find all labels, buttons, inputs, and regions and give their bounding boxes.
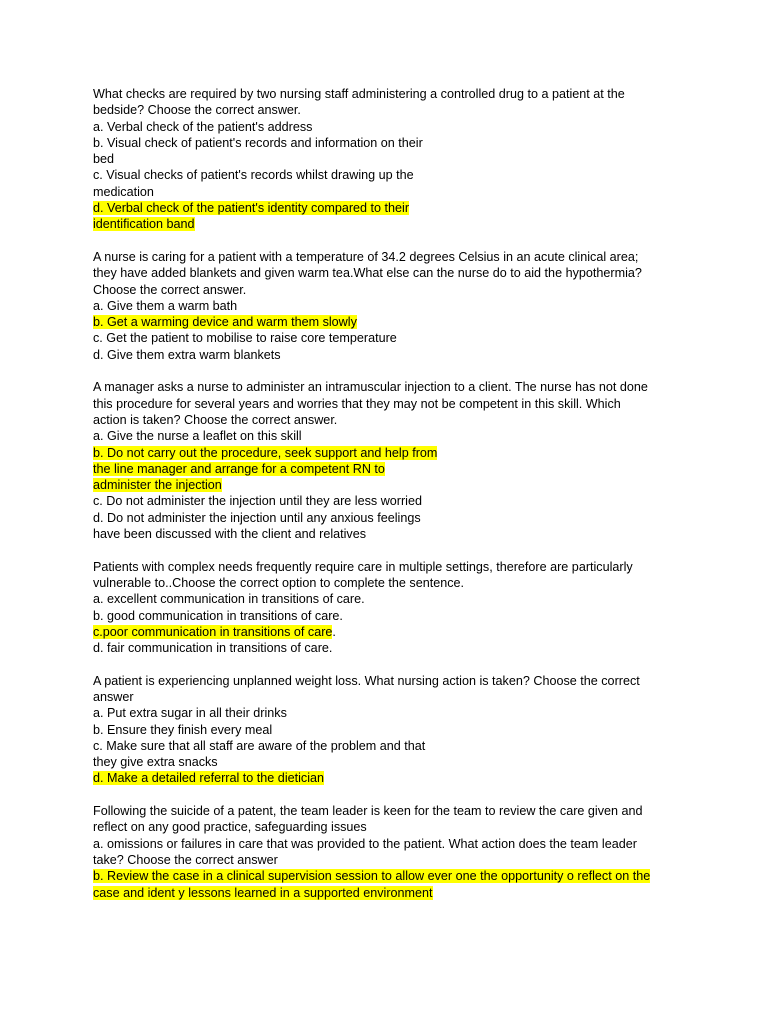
line-text: a. Verbal check of the patient's address bbox=[93, 119, 313, 134]
text-line bbox=[93, 803, 693, 819]
document-body bbox=[93, 86, 693, 917]
line-text: What checks are required by two nursing staff administering a controlled drug to a patient at the bbox=[93, 87, 625, 101]
question-block bbox=[93, 559, 693, 657]
line-text: a. omissions or failures in care that was provided to the patient. What action does the team leader bbox=[93, 836, 637, 851]
line-text: A patient is experiencing unplanned weight loss. What nursing action is taken? Choose the correct bbox=[93, 673, 640, 688]
line-text: Choose the correct answer. bbox=[93, 282, 247, 297]
highlighted-text: b. Review the case in a clinical supervision session to allow ever one the opportunity o reflect on the bbox=[93, 869, 651, 884]
text-line bbox=[93, 151, 693, 167]
text-line bbox=[93, 852, 693, 868]
question-block bbox=[93, 379, 693, 542]
text-line bbox=[93, 396, 693, 412]
line-text: c. Get the patient to mobilise to raise core temperature bbox=[93, 331, 397, 346]
text-line bbox=[93, 379, 693, 395]
answer-line-highlighted bbox=[93, 770, 693, 786]
line-text: c. Do not administer the injection until they are less worried bbox=[93, 494, 422, 509]
line-suffix: . bbox=[332, 624, 336, 639]
text-line bbox=[93, 493, 693, 509]
line-text: a. Put extra sugar in all their drinks bbox=[93, 706, 287, 721]
text-line bbox=[93, 330, 693, 346]
answer-line-highlighted bbox=[93, 868, 693, 884]
line-text: take? Choose the correct answer bbox=[93, 852, 278, 867]
answer-line-highlighted bbox=[93, 314, 693, 330]
text-line bbox=[93, 265, 693, 281]
answer-line-highlighted bbox=[93, 461, 693, 477]
text-line bbox=[93, 102, 693, 118]
line-text: bed bbox=[93, 152, 115, 167]
line-text: Following the suicide of a patent, the team leader is keen for the team to review the care given and bbox=[93, 804, 643, 819]
text-line bbox=[93, 428, 693, 444]
highlighted-text: administer the injection bbox=[93, 478, 222, 493]
line-text: they have added blankets and given warm tea.What else can the nurse do to aid the hypothermia? bbox=[93, 266, 642, 281]
text-line bbox=[93, 705, 693, 721]
text-line bbox=[93, 836, 693, 852]
text-line bbox=[93, 526, 693, 542]
answer-line-highlighted bbox=[93, 624, 693, 640]
line-text: c. Visual checks of patient's records whilst drawing up the bbox=[93, 168, 414, 183]
highlighted-text: d. Verbal check of the patient's identity compared to their bbox=[93, 201, 410, 216]
answer-line-highlighted bbox=[93, 216, 693, 232]
text-line bbox=[93, 673, 693, 689]
text-line bbox=[93, 722, 693, 738]
line-text: d. fair communication in transitions of care. bbox=[93, 641, 333, 656]
text-line bbox=[93, 819, 693, 835]
highlighted-text: the line manager and arrange for a competent RN to bbox=[93, 461, 385, 476]
line-text: a. Give the nurse a leaflet on this skill bbox=[93, 429, 302, 444]
text-line bbox=[93, 135, 693, 151]
text-line bbox=[93, 412, 693, 428]
text-line bbox=[93, 119, 693, 135]
text-line bbox=[93, 575, 693, 591]
text-line bbox=[93, 754, 693, 770]
highlighted-text: identification band bbox=[93, 217, 195, 232]
question-block bbox=[93, 86, 693, 233]
text-line bbox=[93, 298, 693, 314]
line-text: answer bbox=[93, 689, 134, 704]
answer-line-highlighted bbox=[93, 885, 693, 901]
text-line bbox=[93, 689, 693, 705]
answer-line-highlighted bbox=[93, 445, 693, 461]
highlighted-text: case and ident y lessons learned in a supported environment bbox=[93, 885, 433, 900]
line-text: have been discussed with the client and relatives bbox=[93, 527, 367, 542]
text-line bbox=[93, 184, 693, 200]
line-text: Patients with complex needs frequently require care in multiple settings, therefore are particularly bbox=[93, 559, 633, 574]
highlighted-text: b. Get a warming device and warm them slowly bbox=[93, 315, 357, 330]
line-text: c. Make sure that all staff are aware of the problem and that bbox=[93, 738, 426, 753]
text-line bbox=[93, 167, 693, 183]
line-text: action is taken? Choose the correct answer. bbox=[93, 412, 338, 427]
line-text: this procedure for several years and worries that they may not be competent in this skill. Which bbox=[93, 396, 621, 411]
line-text: b. good communication in transitions of care. bbox=[93, 608, 343, 623]
line-text: reflect on any good practice, safeguarding issues bbox=[93, 820, 367, 835]
line-text: medication bbox=[93, 184, 154, 199]
line-text: they give extra snacks bbox=[93, 755, 218, 770]
line-text: A nurse is caring for a patient with a temperature of 34.2 degrees Celsius in an acute clinical area; bbox=[93, 249, 639, 264]
highlighted-text: b. Do not carry out the procedure, seek support and help from bbox=[93, 445, 438, 460]
text-line bbox=[93, 282, 693, 298]
answer-line-highlighted bbox=[93, 200, 693, 216]
question-block bbox=[93, 673, 693, 787]
answer-line-highlighted bbox=[93, 477, 693, 493]
line-text: d. Do not administer the injection until any anxious feelings bbox=[93, 510, 421, 525]
line-text: d. Give them extra warm blankets bbox=[93, 347, 281, 362]
line-text: a. excellent communication in transitions of care. bbox=[93, 592, 365, 607]
line-text: vulnerable to..Choose the correct option to complete the sentence. bbox=[93, 575, 465, 590]
text-line bbox=[93, 640, 693, 656]
question-block bbox=[93, 803, 693, 901]
line-text: a. Give them a warm bath bbox=[93, 298, 238, 313]
text-line bbox=[93, 249, 693, 265]
line-text: b. Ensure they finish every meal bbox=[93, 722, 273, 737]
text-line bbox=[93, 559, 693, 575]
line-text: b. Visual check of patient's records and information on their bbox=[93, 135, 423, 150]
text-line bbox=[93, 608, 693, 624]
text-line bbox=[93, 347, 693, 363]
text-line bbox=[93, 510, 693, 526]
line-text: bedside? Choose the correct answer. bbox=[93, 103, 301, 118]
text-line bbox=[93, 591, 693, 607]
line-text: A manager asks a nurse to administer an intramuscular injection to a client. The nurse has not done bbox=[93, 380, 648, 395]
text-line bbox=[93, 738, 693, 754]
text-line bbox=[93, 86, 693, 102]
question-block bbox=[93, 249, 693, 363]
highlighted-text: c.poor communication in transitions of care bbox=[93, 624, 333, 639]
highlighted-text: d. Make a detailed referral to the dietician bbox=[93, 771, 325, 786]
